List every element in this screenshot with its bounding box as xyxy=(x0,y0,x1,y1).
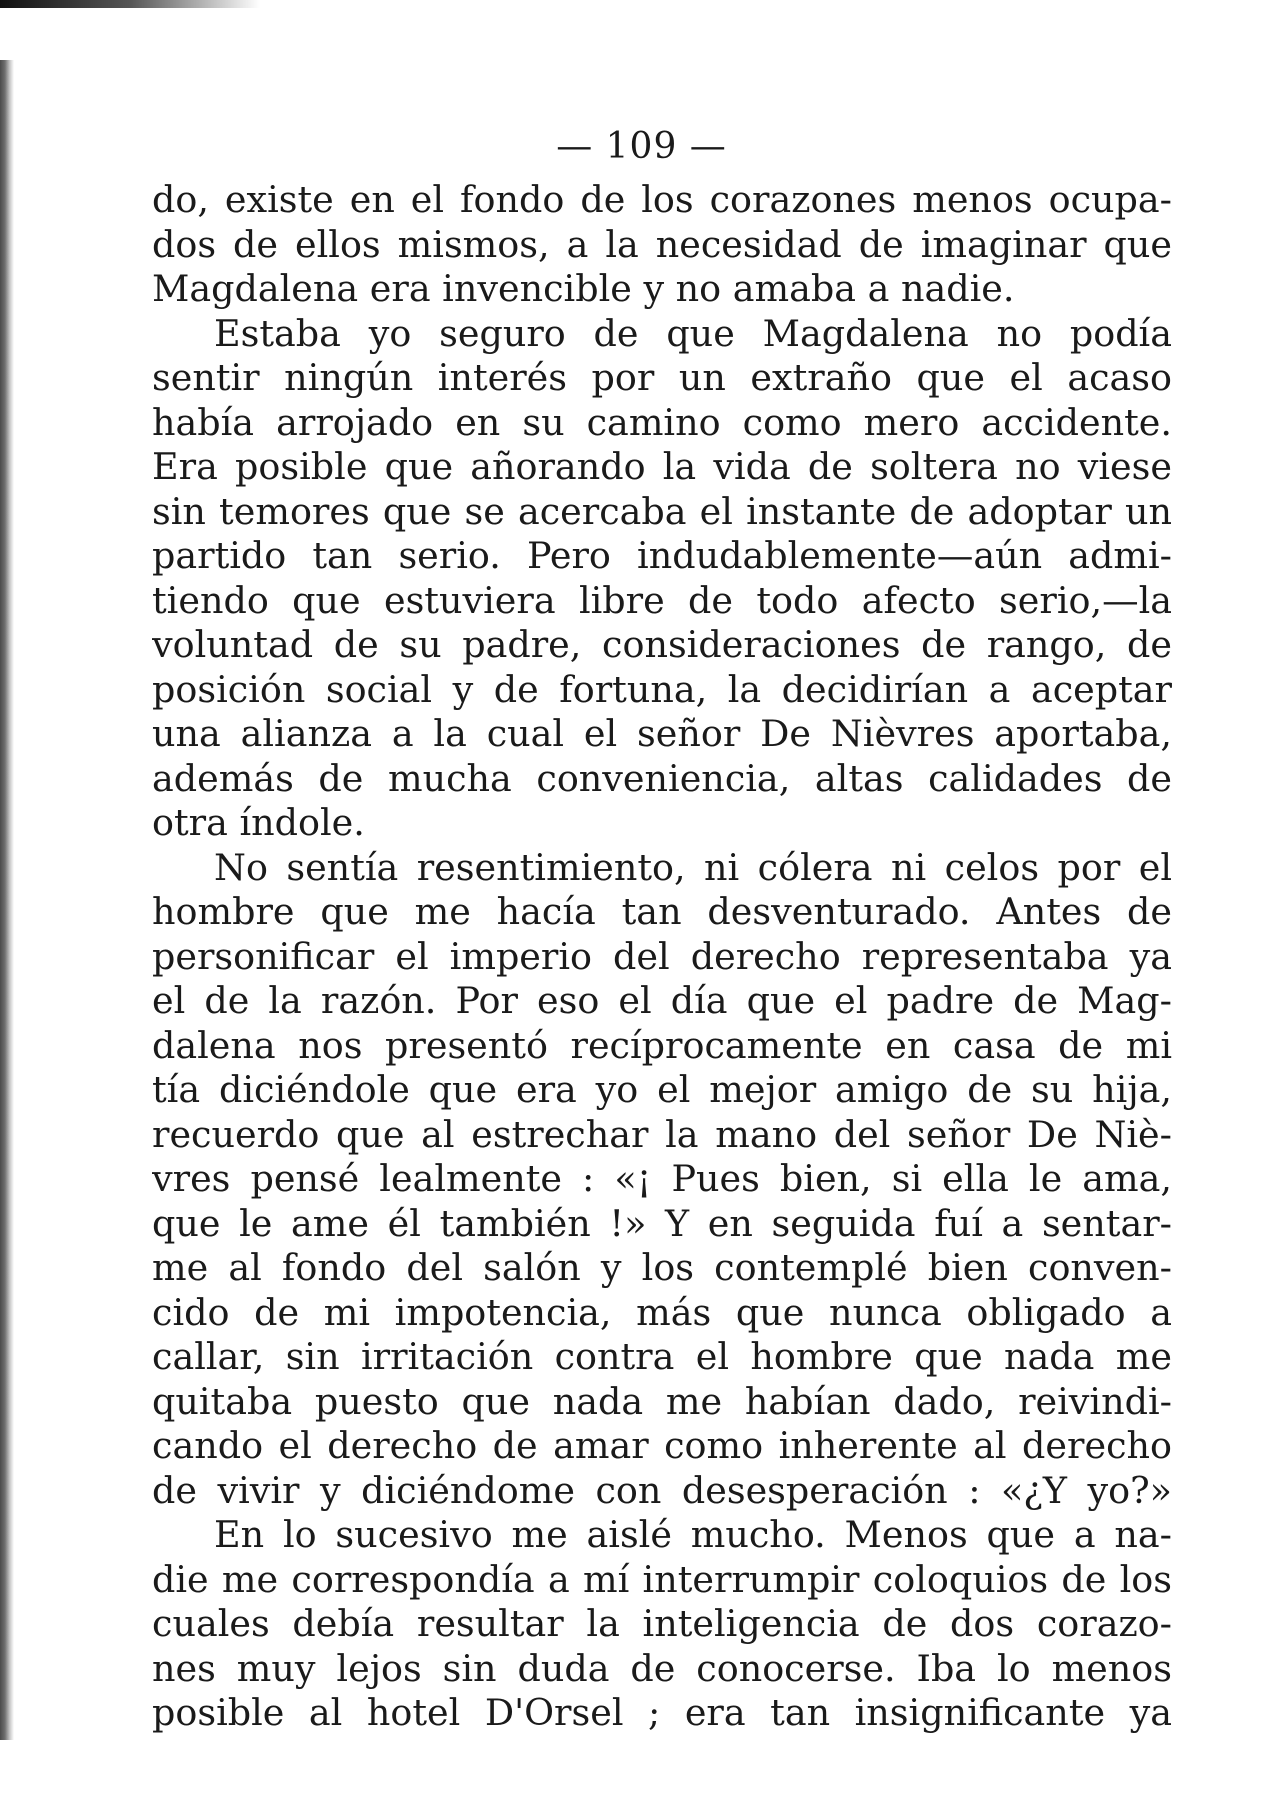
text-line: había arrojado en su camino como mero accidente. xyxy=(152,400,1172,444)
text-line: quitaba puesto que nada me habían dado, reivindi- xyxy=(152,1379,1172,1423)
text-line: voluntad de su padre, consideraciones de rango, de xyxy=(152,623,1172,666)
text-line: el de la razón. Por eso el día que el padre de Mag- xyxy=(152,979,1172,1022)
text-line: nes muy lejos sin duda de conocerse. Iba lo menos xyxy=(152,1646,1172,1690)
text-line: vres pensé lealmente : «¡ Pues bien, si ella le ama, xyxy=(152,1157,1172,1200)
text-line: cido de mi impotencia, más que nunca obligado a xyxy=(152,1290,1172,1334)
page-number: — 109 — xyxy=(556,126,727,167)
text-line: sin temores que se acercaba el instante de adoptar un xyxy=(152,489,1172,533)
text-line: No sentía resentimiento, ni cólera ni celos por el xyxy=(214,845,1172,889)
text-line: callar, sin irritación contra el hombre que nada me xyxy=(152,1335,1172,1378)
text-line: Era posible que añorando la vida de soltera no viese xyxy=(152,445,1172,488)
text-line: de vivir y diciéndome con desesperación : «¿Y yo?» xyxy=(152,1468,1172,1512)
text-line: partido tan serio. Pero indudablemente—aún admi- xyxy=(152,534,1172,577)
text-line: En lo sucesivo me aislé mucho. Menos que a na- xyxy=(214,1513,1172,1556)
text-line: cando el derecho de amar como inherente al derecho xyxy=(152,1424,1172,1467)
text-line: tiendo que estuviera libre de todo afecto serio,—la xyxy=(152,578,1172,622)
text-line: personificar el imperio del derecho representaba ya xyxy=(152,934,1172,978)
text-line: además de mucha conveniencia, altas calidades de xyxy=(152,756,1172,800)
text-line: do, existe en el fondo de los corazones menos ocupa- xyxy=(152,178,1172,221)
text-line: Estaba yo seguro de que Magdalena no podía xyxy=(214,311,1172,355)
text-line: hombre que me hacía tan desventurado. Antes de xyxy=(152,890,1172,933)
scan-edge-mark xyxy=(0,0,260,8)
text-line: posición social y de fortuna, la decidirían a aceptar xyxy=(152,667,1172,711)
text-line: posible al hotel D'Orsel ; era tan insignificante ya xyxy=(152,1691,1172,1734)
text-line: dalena nos presentó recíprocamente en casa de mi xyxy=(152,1023,1172,1067)
binding-edge xyxy=(0,60,14,1740)
text-line: me al fondo del salón y los contemplé bien conven- xyxy=(152,1246,1172,1289)
text-line: sentir ningún interés por un extraño que el acaso xyxy=(152,356,1172,399)
text-line: die me correspondía a mí interrumpir coloquios de los xyxy=(152,1557,1172,1601)
text-line: Magdalena era invencible y no amaba a nadie. xyxy=(152,267,1015,310)
text-line: una alianza a la cual el señor De Nièvres aportaba, xyxy=(152,712,1172,755)
text-line: recuerdo que al estrechar la mano del señor De Niè- xyxy=(152,1112,1172,1156)
body-text xyxy=(152,178,1172,1736)
text-line: tía diciéndole que era yo el mejor amigo de su hija, xyxy=(152,1068,1172,1111)
text-line: cuales debía resultar la inteligencia de dos corazo- xyxy=(152,1602,1172,1645)
text-line: otra índole. xyxy=(152,801,365,844)
text-line: que le ame él también !» Y en seguida fuí a sentar- xyxy=(152,1201,1172,1245)
text-line: dos de ellos mismos, a la necesidad de imaginar que xyxy=(152,222,1172,266)
